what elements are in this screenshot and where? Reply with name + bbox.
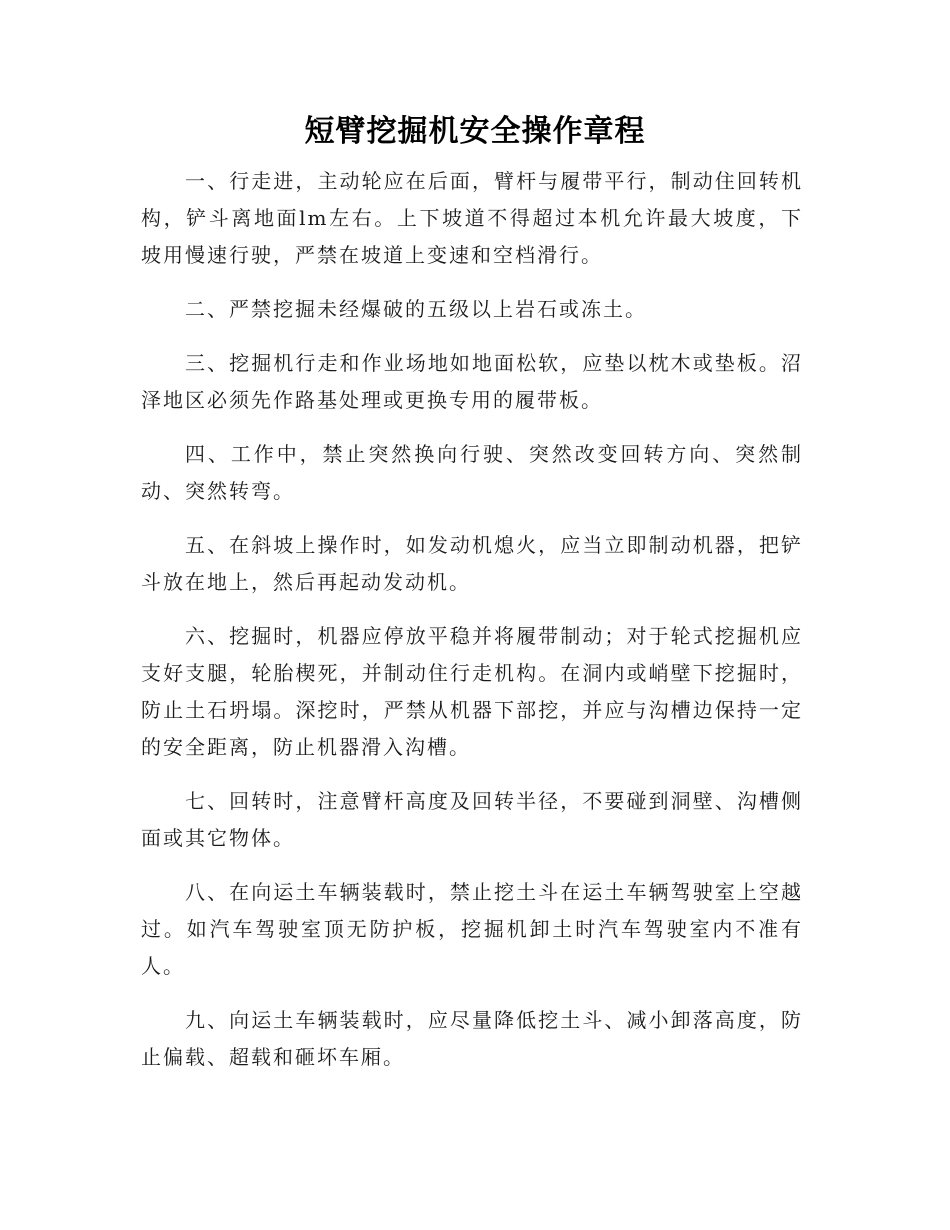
paragraph-4: 四、工作中，禁止突然换向行驶、突然改变回转方向、突然制动、突然转弯。 (141, 442, 803, 503)
paragraph-3: 三、挖掘机行走和作业场地如地面松软，应垫以枕木或垫板。沼泽地区必须先作路基处理或更换专用的履带板。 (141, 351, 803, 412)
paragraph-1: 一、行走进，主动轮应在后面，臂杆与履带平行，制动住回转机构，铲斗离地面lm左右。上下坡道不得超过本机允许最大坡度，下坡用慢速行驶，严禁在坡道上变速和空档滑行。 (141, 169, 803, 267)
paragraph-9: 九、向运土车辆装载时，应尽量降低挖土斗、减小卸落高度，防止偏载、超载和砸坏车厢。 (141, 1008, 803, 1069)
paragraph-8: 八、在向运土车辆装载时，禁止挖土斗在运土车辆驾驶室上空越过。如汽车驾驶室顶无防护板，挖掘机卸土时汽车驾驶室内不准有人。 (141, 880, 803, 978)
paragraph-6: 六、挖掘时，机器应停放平稳并将履带制动；对于轮式挖掘机应支好支腿，轮胎楔死，并制动住行走机构。在洞内或峭壁下挖掘时，防止土石坍塌。深挖时，严禁从机器下部挖，并应与沟槽边保持一定的安全距离，防止机器滑入沟槽。 (141, 624, 803, 759)
paragraph-7: 七、回转时，注意臂杆高度及回转半径，不要碰到洞壁、沟槽侧面或其它物体。 (141, 789, 803, 850)
document-title: 短臂挖掘机安全操作章程 (304, 114, 646, 149)
paragraph-5: 五、在斜坡上操作时，如发动机熄火，应当立即制动机器，把铲斗放在地上，然后再起动发动机。 (141, 533, 803, 594)
paragraph-2: 二、严禁挖掘未经爆破的五级以上岩石或冻土。 (185, 297, 647, 321)
document-body (141, 163, 803, 1093)
